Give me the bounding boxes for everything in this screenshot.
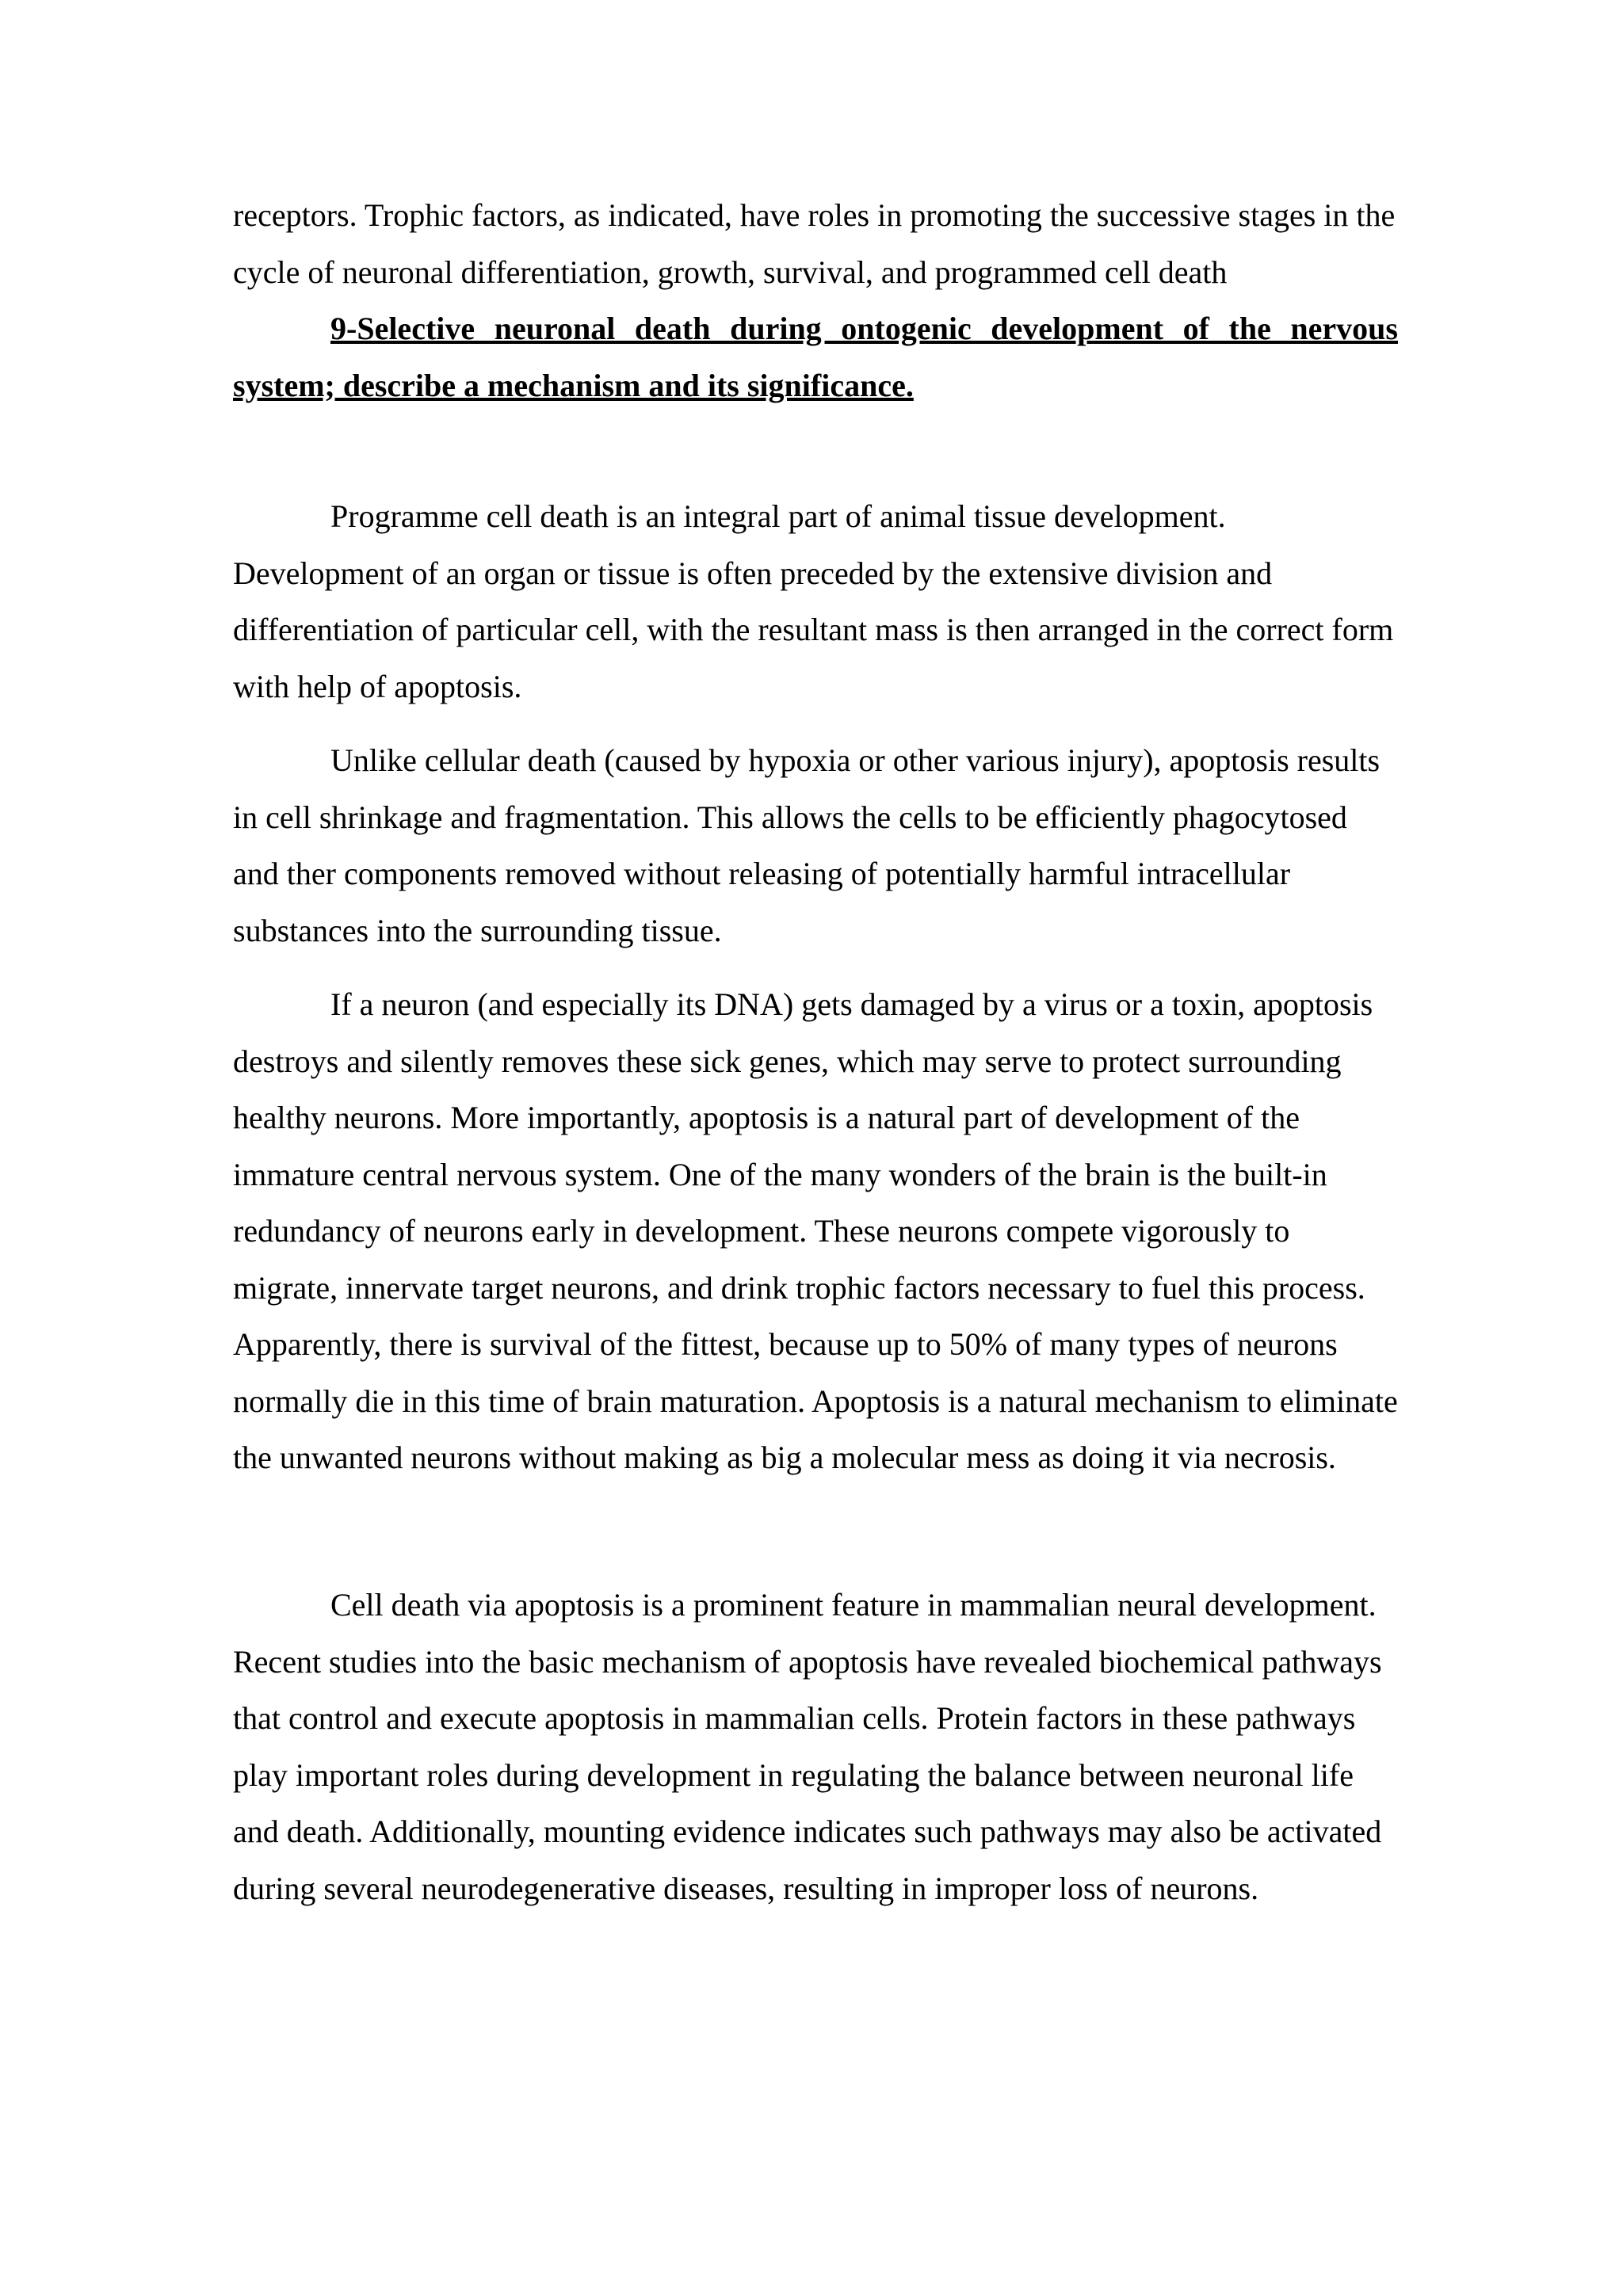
body-paragraph: Programme cell death is an integral part of animal tissue development. Development of an organ or tissue is often preceded by the extensive division and differentiation of particular cell, with the resultant mass is then arranged in the correct form with help of apoptosis. (233, 498, 1394, 704)
body-paragraph: Cell death via apoptosis is a prominent feature in mammalian neural development. Recent studies into the basic mechanism of apoptosis have revealed biochemical pathways that control and execute apoptosis in mammalian cells. Protein factors in these pathways play important roles during development in regulating the balance between neuronal life and death. Additionally, mounting evidence indicates such pathways may also be activated during several neurodegenerative diseases, resulting in improper loss of neurons. (233, 1587, 1382, 1906)
body-paragraph: Unlike cellular death (caused by hypoxia or other various injury), apoptosis results in cell shrinkage and fragmentation. This allows the cells to be efficiently phagocytosed and ther components removed without releasing of potentially harmful intracellular substances into the surrounding tissue. (233, 742, 1381, 948)
continuation-paragraph: receptors. Trophic factors, as indicated, have roles in promoting the successive stages in the cycle of neuronal differentiation, growth, survival, and programmed cell death (233, 197, 1396, 290)
paragraph-block-4 (233, 1577, 1398, 1917)
paragraph-block-1 (233, 488, 1398, 715)
paragraph-block-3 (233, 976, 1398, 1486)
body-paragraph: If a neuron (and especially its DNA) gets damaged by a virus or a toxin, apoptosis destroys and silently removes these sick genes, which may serve to protect surrounding healthy neurons. More importantly, apoptosis is a natural part of development of the immature central nervous system. One of the many wonders of the brain is the built-in redundancy of neurons early in development. These neurons compete vigorously to migrate, innervate target neurons, and drink trophic factors necessary to fuel this process. Apparently, there is survival of the fittest, because up to 50% of many types of neurons normally die in this time of brain maturation. Apoptosis is a natural mechanism to eliminate the unwanted neurons without making as big a molecular mess as doing it via necrosis. (233, 986, 1398, 1475)
section-heading: 9-Selective neuronal death during ontogenic development of the nervous system; describe a mechanism and its significance. (233, 311, 1398, 403)
paragraph-block-2 (233, 732, 1398, 959)
continuation-block (233, 187, 1398, 414)
